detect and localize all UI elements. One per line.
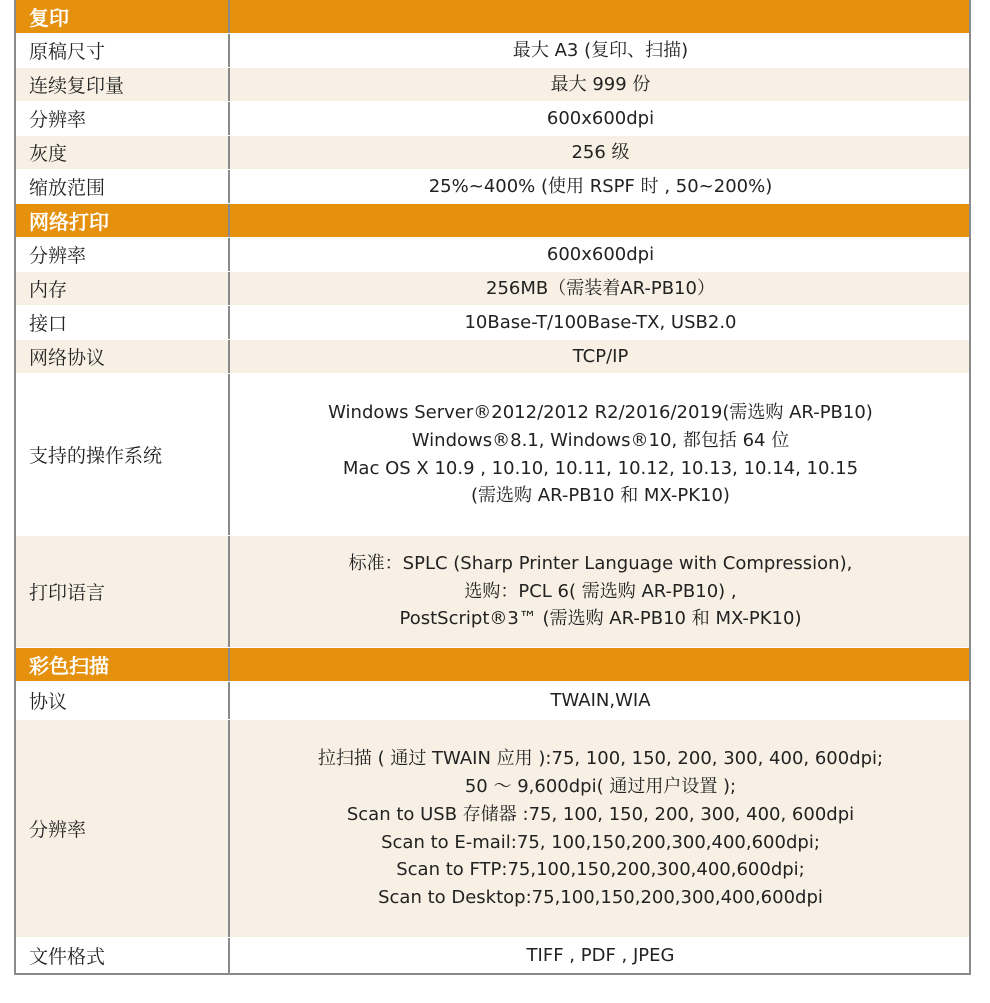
row-value: TIFF , PDF , JPEG xyxy=(526,944,675,966)
table-row xyxy=(14,536,971,648)
row-label: 分辨率 xyxy=(14,720,230,937)
table-row xyxy=(14,34,971,68)
table-row xyxy=(14,136,971,170)
row-value: TWAIN,WIA xyxy=(550,689,651,711)
row-label: 缩放范围 xyxy=(14,170,230,203)
row-value: TCP/IP xyxy=(572,345,629,367)
row-label: 协议 xyxy=(14,682,230,719)
section-header-network-print xyxy=(14,204,971,238)
row-value: 600x600dpi xyxy=(546,243,655,265)
table-row xyxy=(14,720,971,938)
table-border-bottom xyxy=(14,973,971,975)
section-header-color-scan xyxy=(14,648,971,682)
row-value: 256MB（需装着AR-PB10） xyxy=(486,277,715,299)
row-value: 最大 A3 (复印、扫描) xyxy=(512,39,689,61)
table-row xyxy=(14,102,971,136)
section-header-copy xyxy=(14,0,971,34)
table-row xyxy=(14,238,971,272)
spec-table xyxy=(14,0,971,974)
table-row xyxy=(14,306,971,340)
row-label: 支持的操作系统 xyxy=(14,374,230,535)
table-row xyxy=(14,374,971,536)
section-title: 复印 xyxy=(14,0,230,33)
table-row xyxy=(14,170,971,204)
row-label: 灰度 xyxy=(14,136,230,169)
row-label: 内存 xyxy=(14,272,230,305)
row-label: 分辨率 xyxy=(14,102,230,135)
row-value: 25%~400% (使用 RSPF 时 , 50~200%) xyxy=(428,175,773,197)
table-row xyxy=(14,68,971,102)
row-value: 600x600dpi xyxy=(546,107,655,129)
row-value: 256 级 xyxy=(571,141,630,163)
row-label: 原稿尺寸 xyxy=(14,34,230,67)
row-value: Windows Server®2012/2012 R2/2016/2019(需选购 AR-PB10) Windows®8.1, Windows®10, 都包括 64 位 Mac OS X 10.9 , 10.10, 10.11, 10.12, 10.13, 10.14, 10.15 (需选购 AR-PB10 和 MX-PK10) xyxy=(328,401,873,507)
row-value: 最大 999 份 xyxy=(550,73,651,95)
row-label: 分辨率 xyxy=(14,238,230,271)
row-label: 打印语言 xyxy=(14,536,230,647)
table-row xyxy=(14,938,971,974)
row-value: 拉扫描 ( 通过 TWAIN 应用 ):75, 100, 150, 200, 300, 400, 600dpi; 50 ～ 9,600dpi( 通过用户设置 ); Scan to USB 存储器 :75, 100, 150, 200, 300, 400, 600dpi Scan to E-mail:75, 100,150,200,300,400,600dpi; Scan to FTP:75,100,150,200,300,400,600dpi; Scan to Desktop:75,100,150,200,300,400,600dpi xyxy=(317,747,884,909)
section-title: 彩色扫描 xyxy=(14,648,230,681)
row-label: 接口 xyxy=(14,306,230,339)
section-title: 网络打印 xyxy=(14,204,230,237)
row-label: 连续复印量 xyxy=(14,68,230,101)
row-value: 标准：SPLC (Sharp Printer Language with Compression), 选购：PCL 6( 需选购 AR-PB10) , PostScript®3™ (需选购 AR-PB10 和 MX-PK10) xyxy=(348,552,853,630)
table-border-left xyxy=(14,0,16,975)
table-border-right xyxy=(969,0,971,975)
table-row xyxy=(14,272,971,306)
table-row xyxy=(14,682,971,720)
row-label: 文件格式 xyxy=(14,938,230,973)
row-label: 网络协议 xyxy=(14,340,230,373)
table-row xyxy=(14,340,971,374)
row-value: 10Base-T/100Base-TX, USB2.0 xyxy=(464,311,737,333)
